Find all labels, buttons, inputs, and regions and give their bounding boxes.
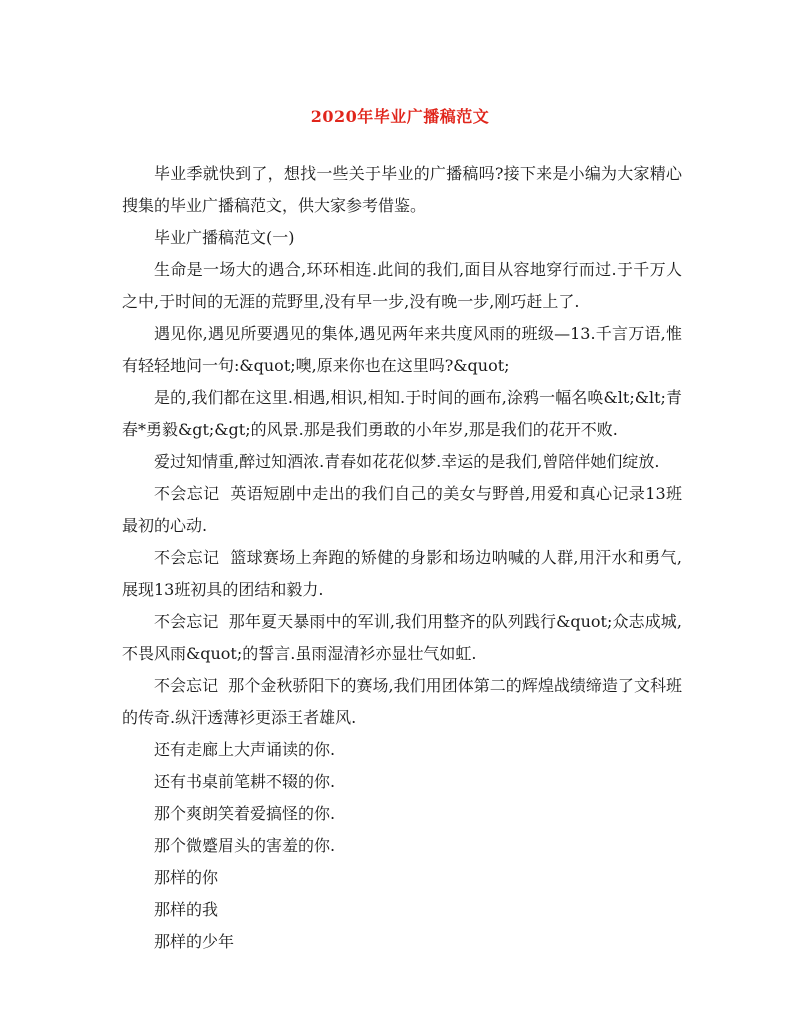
paragraph-never-forget-drama: 不会忘记 英语短剧中走出的我们自己的美女与野兽,用爱和真心记录13班最初的心动.: [122, 484, 682, 535]
paragraph-never-forget-sports: 不会忘记 那个金秋骄阳下的赛场,我们用团体第二的辉煌战绩缔造了文科班的传奇.纵汗透薄衫更添王者雄风.: [122, 676, 682, 727]
paragraph-never-forget-basketball: 不会忘记 篮球赛场上奔跑的矫健的身影和场边呐喊的人群,用汗水和勇气,展现13班初具的团结和毅力.: [122, 548, 682, 599]
paragraph-line-you: 那样的你: [154, 868, 219, 887]
paragraph-life-encounter: 生命是一场大的遇合,环环相连.此间的我们,面目从容地穿行而过.于千万人之中,于时间的无涯的荒野里,没有早一步,没有晚一步,刚巧赶上了.: [122, 260, 682, 311]
paragraph-we-are-here: 是的,我们都在这里.相遇,相识,相知.于时间的画布,涂鸦一幅名唤&lt;&lt;青春*勇毅&gt;&gt;的风景.那是我们勇敢的小年岁,那是我们的花开不败.: [122, 388, 682, 439]
paragraph-intro: 毕业季就快到了，想找一些关于毕业的广播稿吗?接下来是小编为大家精心搜集的毕业广播稿范文，供大家参考借鉴。: [122, 164, 682, 215]
paragraph-line-desk: 还有书桌前笔耕不辍的你.: [154, 772, 336, 791]
paragraph-meeting-you: 遇见你,遇见所要遇见的集体,遇见两年来共度风雨的班级—13.千言万语,惟有轻轻地问一句:&quot;噢,原来你也在这里吗?&quot;: [122, 324, 682, 375]
paragraph-line-me: 那样的我: [154, 900, 219, 919]
paragraph-line-cheerful: 那个爽朗笑着爱搞怪的你.: [154, 804, 336, 823]
document-body: [122, 158, 682, 958]
document-title: 2020年毕业广播稿范文: [310, 107, 490, 126]
paragraph-section-heading: 毕业广播稿范文(一): [154, 228, 295, 247]
paragraph-line-youth: 那样的少年: [154, 932, 235, 951]
paragraph-never-forget-training: 不会忘记 那年夏天暴雨中的军训,我们用整齐的队列践行&quot;众志成城,不畏风雨&quot;的誓言.虽雨湿清衫亦显壮气如虹.: [122, 612, 682, 663]
paragraph-line-shy: 那个微蹙眉头的害羞的你.: [154, 836, 336, 855]
paragraph-line-corridor: 还有走廊上大声诵读的你.: [154, 740, 336, 759]
paragraph-youth-dream: 爱过知情重,醉过知酒浓.青春如花花似梦.幸运的是我们,曾陪伴她们绽放.: [154, 452, 660, 471]
